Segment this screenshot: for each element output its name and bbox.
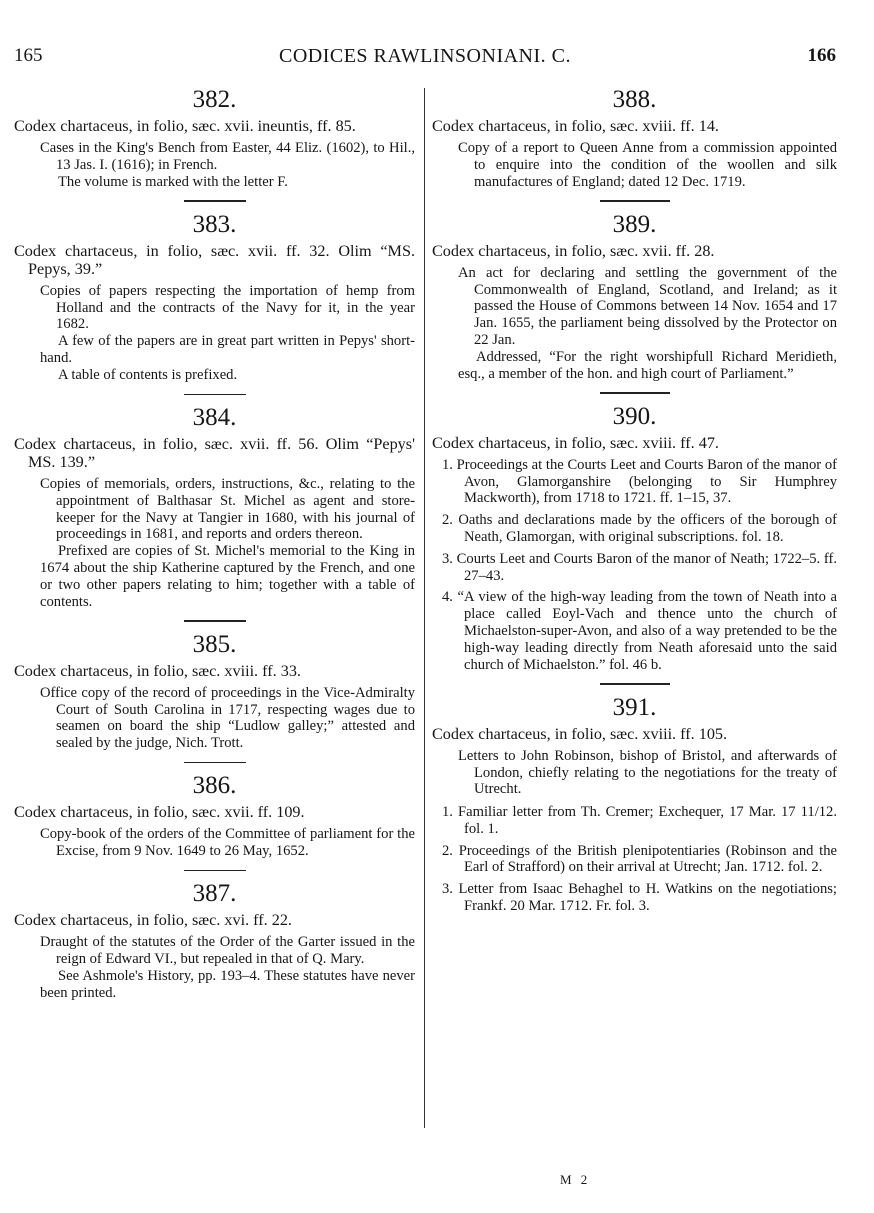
- entry-383: [14, 210, 415, 384]
- page-number-left: 165: [14, 45, 43, 66]
- right-column: [432, 85, 837, 920]
- entry-388: [432, 85, 837, 190]
- entry-382: [14, 85, 415, 190]
- entry-description: Codex chartaceus, in folio, sæc. xviii. ff. 47.: [432, 433, 719, 452]
- entry-390: [432, 402, 837, 674]
- entry-paragraph: An act for declaring and settling the government of the Commonwealth of England, Scotland, and Ireland; as it passed the House of Commons between 14 Nov. 1654 and 17 Jan. 1655, the parliament being dissolved by the Protector on 22 Jan.: [458, 264, 837, 348]
- entry-385: [14, 630, 415, 752]
- entry-391: [432, 693, 837, 915]
- entry-386: [14, 771, 415, 860]
- column-divider: [424, 88, 425, 1128]
- entry-number: 391.: [612, 693, 657, 721]
- section-rule: [184, 394, 246, 395]
- entry-384: [14, 403, 415, 610]
- page-number-right: 166: [807, 45, 836, 66]
- section-rule: [184, 200, 246, 201]
- entry-paragraph: Letters to John Robinson, bishop of Bristol, and afterwards of London, chiefly relating to the negotiations for the treaty of Utrecht.: [458, 747, 837, 798]
- entry-description: Codex chartaceus, in folio, sæc. xvii. ff. 32. Olim “MS. Pepys, 39.”: [14, 241, 415, 278]
- list-item: 2. Oaths and declarations made by the officers of the borough of Neath, Glamorgan, with original subscriptions. fol. 18.: [442, 512, 837, 545]
- section-rule: [184, 762, 246, 763]
- entry-paragraph: Cases in the King's Bench from Easter, 44 Eliz. (1602), to Hil., 13 Jas. I. (1616); in French.: [40, 140, 415, 173]
- entry-note: See Ashmole's History, pp. 193–4. These statutes have never been printed.: [40, 967, 415, 1001]
- entry-number: 386.: [192, 772, 237, 800]
- entry-number: 390.: [612, 402, 657, 430]
- entry-paragraph: Office copy of the record of proceedings in the Vice-Admiralty Court of South Carolina in 1717, respecting wages due to seamen on board the ship “Ludlow galley;” attested and sealed by the judge, Nich. Trott.: [40, 684, 415, 752]
- entry-number: 385.: [192, 630, 237, 658]
- entry-description: Codex chartaceus, in folio, sæc. xvii. ff. 109.: [14, 803, 305, 822]
- entry-description: Codex chartaceus, in folio, sæc. xvii. ff. 28.: [432, 241, 715, 260]
- running-header: [14, 45, 836, 75]
- entry-paragraph: Copies of memorials, orders, instructions, &c., relating to the appointment of Balthasar St. Michel as agent and store-keeper for the Navy at Tangier in 1680, with his journal of proceedings in 1681, and reports and orders thereon.: [40, 475, 415, 543]
- entry-description: Codex chartaceus, in folio, sæc. xviii. ff. 105.: [432, 724, 728, 743]
- entry-note: Addressed, “For the right worshipfull Richard Meridieth, esq., a member of the hon. and high court of Parliament.”: [458, 348, 837, 382]
- left-column: [14, 85, 415, 1001]
- entry-note: A table of contents is prefixed.: [58, 366, 238, 383]
- entry-387: [14, 879, 415, 1001]
- entry-paragraph: Copies of papers respecting the importation of hemp from Holland and the contracts of the Navy for it, in the year 1682.: [40, 282, 415, 333]
- list-item: 3. Letter from Isaac Behaghel to H. Watkins on the negotiations; Frankf. 20 Mar. 1712. Fr. fol. 3.: [442, 881, 837, 915]
- entry-description: Codex chartaceus, in folio, sæc. xvi. ff. 22.: [14, 911, 292, 930]
- running-title: CODICES RAWLINSONIANI. C.: [278, 45, 571, 67]
- entry-number: 384.: [192, 403, 237, 431]
- list-item: 1. Familiar letter from Th. Cremer; Exchequer, 17 Mar. 17 11/12. fol. 1.: [442, 804, 837, 837]
- list-item: 1. Proceedings at the Courts Leet and Courts Baron of the manor of Avon, Glamorganshire (belonging to Sir Humphrey Mackworth), from 1718 to 1721. ff. 1–15, 37.: [442, 456, 837, 507]
- section-rule: [600, 200, 670, 201]
- list-item: 2. Proceedings of the British plenipotentiaries (Robinson and the Earl of Strafford) on their arrival at Utrecht; Jan. 1712. fol. 2.: [442, 842, 837, 876]
- entry-number: 389.: [612, 210, 657, 238]
- entry-note: A few of the papers are in great part written in Pepys' short-hand.: [40, 333, 415, 366]
- entry-389: [432, 210, 837, 383]
- entry-number: 387.: [192, 880, 237, 908]
- entry-paragraph: Copy-book of the orders of the Committee of parliament for the Excise, from 9 Nov. 1649 to 26 May, 1652.: [40, 826, 415, 860]
- entry-number: 382.: [192, 86, 237, 113]
- entry-description: Codex chartaceus, in folio, sæc. xvii. ff. 56. Olim “Pepys' MS. 139.”: [14, 434, 415, 471]
- section-rule: [600, 392, 670, 393]
- list-item: 3. Courts Leet and Courts Baron of the manor of Neath; 1722–5. ff. 27–43.: [442, 550, 837, 584]
- entry-description: Codex chartaceus, in folio, sæc. xviii. ff. 14.: [432, 117, 719, 135]
- entry-description: Codex chartaceus, in folio, sæc. xviii. ff. 33.: [14, 661, 301, 680]
- entry-description: Codex chartaceus, in folio, sæc. xvii. ineuntis, ff. 85.: [14, 117, 356, 135]
- list-item: 4. “A view of the high-way leading from the town of Neath into a place called Eoyl-Vach and thence unto the church of Michaelston-super-Avon, and also of a way pretended to be the high-way leading directly from Neath aforesaid unto the said church of Michaelston.” fol. 46 b.: [442, 589, 837, 673]
- signature-mark: M 2: [560, 1172, 591, 1187]
- entry-paragraph: Draught of the statutes of the Order of the Garter issued in the reign of Edward VI., but repealed in that of Q. Mary.: [40, 934, 415, 968]
- entry-number: 388.: [612, 86, 657, 113]
- entry-note: The volume is marked with the letter F.: [58, 173, 288, 190]
- section-rule: [184, 870, 246, 871]
- entry-paragraph: Copy of a report to Queen Anne from a commission appointed to enquire into the condition of the woollen and silk manufactures of England; dated 12 Dec. 1719.: [458, 140, 837, 190]
- section-rule: [600, 683, 670, 684]
- entry-number: 383.: [192, 210, 237, 238]
- section-rule: [184, 620, 246, 621]
- entry-note: Prefixed are copies of St. Michel's memorial to the King in 1674 about the ship Katherine captured by the French, and one or two other papers relating to him; together with a table of contents.: [40, 543, 415, 610]
